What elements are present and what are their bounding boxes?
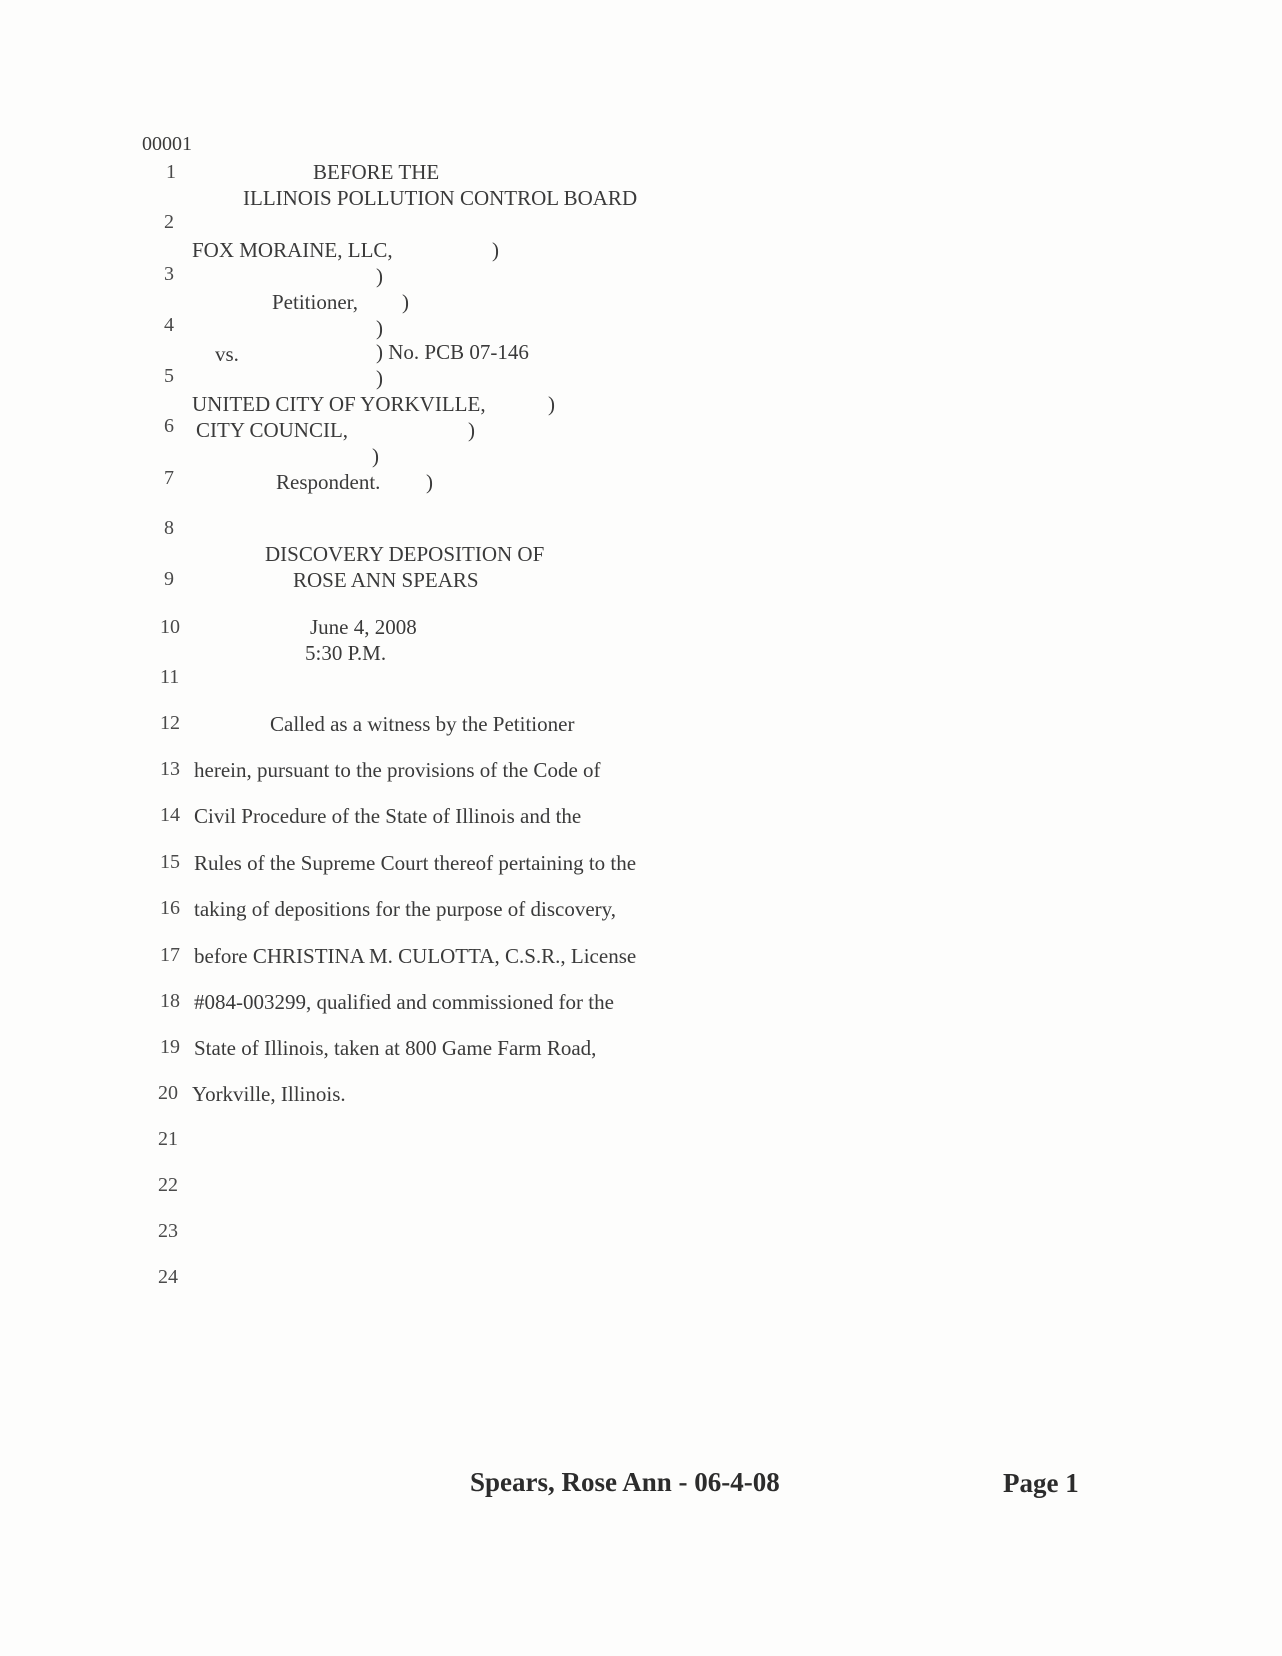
paren: ) (492, 238, 499, 262)
line-number: 15 (160, 851, 180, 873)
line-number: 19 (160, 1036, 180, 1058)
line-number: 20 (158, 1082, 178, 1104)
line-number: 22 (158, 1174, 178, 1196)
line-number: 21 (158, 1128, 178, 1150)
paren: ) (468, 418, 475, 442)
line-number: 5 (164, 365, 174, 387)
paren: ) (402, 290, 409, 314)
paren: ) (372, 444, 379, 468)
caption-before: BEFORE THE (313, 160, 440, 184)
body-line: State of Illinois, taken at 800 Game Farm Road, (194, 1036, 597, 1060)
case-number: ) No. PCB 07-146 (376, 340, 529, 364)
body-line: herein, pursuant to the provisions of the Code of (194, 758, 601, 782)
caption-board: ILLINOIS POLLUTION CONTROL BOARD (243, 186, 638, 210)
line-number: 16 (160, 897, 180, 919)
petitioner-name: FOX MORAINE, LLC, (192, 238, 393, 262)
deponent-name: ROSE ANN SPEARS (293, 568, 479, 592)
paren: ) (376, 366, 383, 390)
line-number: 6 (164, 415, 174, 437)
line-number: 7 (164, 467, 174, 489)
line-number: 12 (160, 712, 180, 734)
body-line: before CHRISTINA M. CULOTTA, C.S.R., License (194, 944, 637, 968)
body-line: Yorkville, Illinois. (192, 1082, 346, 1106)
deposition-title: DISCOVERY DEPOSITION OF (265, 542, 545, 566)
line-number: 13 (160, 758, 180, 780)
body-line: Civil Procedure of the State of Illinois and the (194, 804, 582, 828)
body-line: Called as a witness by the Petitioner (270, 712, 575, 736)
line-number: 11 (160, 666, 180, 688)
line-number: 17 (160, 944, 180, 966)
line-number: 8 (164, 517, 174, 539)
line-number: 3 (164, 263, 174, 285)
respondent-name-line1: UNITED CITY OF YORKVILLE, (192, 392, 486, 416)
versus: vs. (215, 342, 239, 366)
line-number: 1 (166, 161, 176, 183)
body-line: Rules of the Supreme Court thereof pertaining to the (194, 851, 637, 875)
page-code: 00001 (142, 133, 192, 155)
footer-page-number: Page 1 (1003, 1468, 1079, 1498)
footer-title: Spears, Rose Ann - 06-4-08 (470, 1467, 780, 1497)
deposition-time: 5:30 P.M. (305, 641, 387, 665)
line-number: 4 (164, 314, 174, 336)
paren: ) (376, 316, 383, 340)
paren: ) (426, 470, 433, 494)
line-number: 18 (160, 990, 180, 1012)
line-number: 10 (160, 616, 180, 638)
petitioner-role: Petitioner, (272, 290, 359, 314)
respondent-role: Respondent. (276, 470, 381, 494)
line-number: 2 (164, 211, 174, 233)
line-number: 14 (160, 804, 180, 826)
line-number: 23 (158, 1220, 178, 1242)
line-number: 9 (164, 568, 174, 590)
deposition-date: June 4, 2008 (310, 615, 417, 639)
body-line: taking of depositions for the purpose of discovery, (194, 897, 617, 921)
respondent-name-line2: CITY COUNCIL, (196, 418, 349, 442)
body-line: #084-003299, qualified and commissioned for the (194, 990, 614, 1014)
paren: ) (548, 392, 555, 416)
paren: ) (376, 264, 383, 288)
line-number: 24 (158, 1266, 178, 1288)
